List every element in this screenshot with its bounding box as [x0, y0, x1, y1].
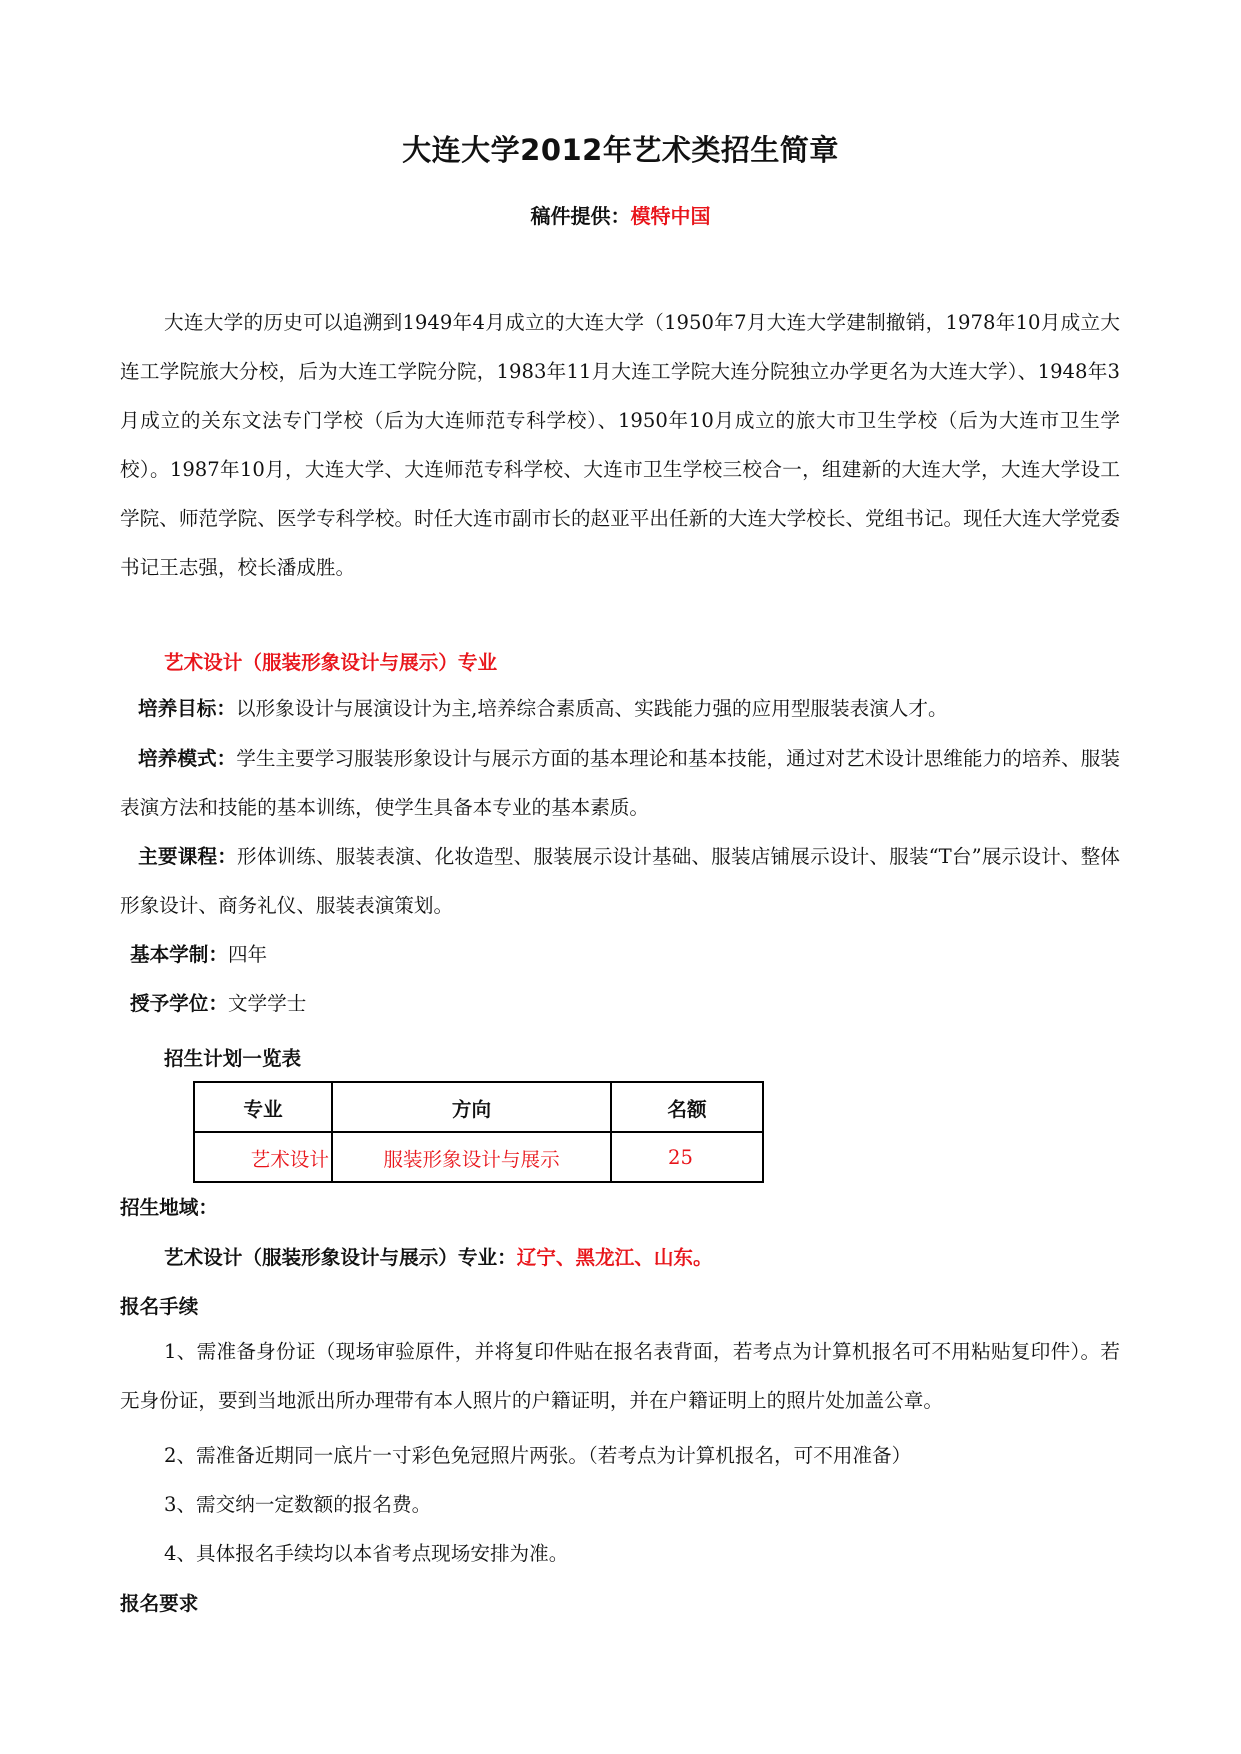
byline-label: 稿件提供：	[530, 204, 631, 228]
courses-paragraph	[120, 832, 1120, 930]
document-title: 大连大学2012年艺术类招生简章	[402, 133, 839, 167]
requirements-heading: 报名要求	[120, 1592, 199, 1615]
header-major: 专业	[194, 1082, 332, 1132]
procedure-step-3: 3、需交纳一定数额的报名费。	[164, 1493, 432, 1516]
region-line	[164, 1241, 713, 1270]
procedure-step-4: 4、具体报名手续均以本省考点现场安排为准。	[164, 1542, 569, 1565]
plan-caption: 招生计划一览表	[164, 1047, 302, 1070]
courses-text: 形体训练、服装表演、化妆造型、服装展示设计基础、服装店铺展示设计、服装“T台”展示设计、整体形象设计、商务礼仪、服装表演策划。	[120, 845, 1121, 917]
intro-paragraph: 大连大学的历史可以追溯到1949年4月成立的大连大学（1950年7月大连大学建制撤销，1978年10月成立大连工学院旅大分校，后为大连工学院分院，1983年11月大连工学院大连分院独立办学更名为大连大学）、1948年3月成立的关东文法专门学校（后为大连师范专科学校）、1950年10月成立的旅大市卫生学校（后为大连市卫生学校）。1987年10月，大连大学、大连师范专科学校、大连市卫生学校三校合一，组建新的大连大学，大连大学设工学院、师范学院、医学专科学校。时任大连市副市长的赵亚平出任新的大连大学校长、党组书记。现任大连大学党委书记王志强，校长潘成胜。	[120, 311, 1120, 579]
goal-label: 培养目标：	[138, 697, 236, 720]
enrollment-plan-table	[193, 1081, 764, 1183]
courses-label: 主要课程：	[138, 845, 237, 868]
mode-text: 学生主要学习服装形象设计与展示方面的基本理论和基本技能，通过对艺术设计思维能力的培养、服装表演方法和技能的基本训练，使学生具备本专业的基本素质。	[120, 747, 1121, 819]
duration-text: 四年	[227, 943, 268, 966]
byline-source: 模特中国	[630, 204, 711, 228]
region-value: 辽宁、黑龙江、山东。	[516, 1246, 713, 1269]
procedure-step-1: 1、需准备身份证（现场审验原件，并将复印件贴在报名表背面，若考点为计算机报名可不用粘贴复印件）。若无身份证，要到当地派出所办理带有本人照片的户籍证明，并在户籍证明上的照片处加盖公章。	[120, 1340, 1120, 1412]
duration-label: 基本学制：	[130, 943, 228, 966]
cell-quota: 25	[611, 1132, 763, 1182]
header-quota: 名额	[611, 1082, 763, 1132]
degree-label: 授予学位：	[130, 992, 228, 1015]
table-header-row	[194, 1082, 763, 1132]
cell-major: 艺术设计	[194, 1132, 332, 1182]
table-row	[194, 1132, 763, 1182]
major-heading: 艺术设计（服装形象设计与展示）专业	[164, 651, 498, 674]
region-heading: 招生地域：	[120, 1196, 218, 1219]
goal-text: 以形象设计与展演设计为主,培养综合素质高、实践能力强的应用型服装表演人才。	[235, 697, 948, 720]
goal-paragraph	[138, 684, 1120, 733]
procedures-heading: 报名手续	[120, 1295, 199, 1318]
mode-label: 培养模式：	[138, 747, 237, 770]
duration-line	[130, 930, 1130, 979]
cell-direction: 服装形象设计与展示	[332, 1132, 611, 1182]
degree-line	[130, 979, 1130, 1028]
degree-text: 文学学士	[227, 992, 307, 1015]
byline	[0, 200, 1241, 229]
region-label: 艺术设计（服装形象设计与展示）专业：	[164, 1246, 517, 1269]
procedure-step-2: 2、需准备近期同一底片一寸彩色免冠照片两张。（若考点为计算机报名，可不用准备）	[164, 1444, 912, 1467]
mode-paragraph	[120, 734, 1120, 832]
header-direction: 方向	[332, 1082, 611, 1132]
